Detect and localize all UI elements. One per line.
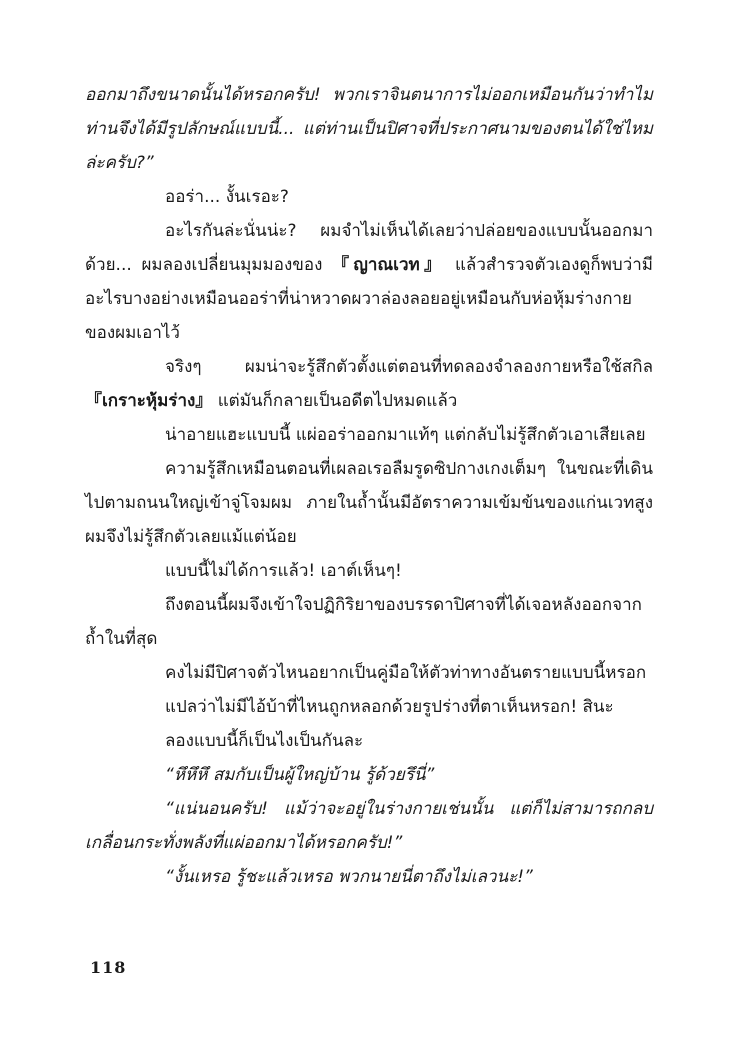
paragraph: ออร่า... งั้นเรอะ? <box>165 187 289 207</box>
page-number: 118 <box>90 958 127 977</box>
skill-name: 『ญาณเวท』 <box>332 255 446 275</box>
dialogue-line: “หึหึหึ สมกับเป็นผู้ใหญ่บ้าน รู้ด้วยรึนี่” <box>165 765 435 785</box>
dialogue-line: “แน่นอนครับ! แม้ว่าจะอยู่ในร่างกายเช่นนั้น แต่ก็ไม่สามารถกลบเกลื่อนกระทั่งพลังที่แผ่ออกมาได้หรอกครับ!” <box>85 799 653 853</box>
paragraph <box>85 214 653 350</box>
paragraph: ถึงตอนนี้ผมจึงเข้าใจปฏิกิริยาของบรรดาปิศาจที่ได้เจอหลังออกจากถ้ำในที่สุด <box>85 595 642 649</box>
paragraph: น่าอายแฮะแบบนี้ แผ่ออร่าออกมาแท้ๆ แต่กลับไม่รู้สึกตัวเอาเสียเลย <box>165 425 646 445</box>
skill-name: 『เกราะหุ้มร่าง』 <box>85 391 213 411</box>
paragraph-text: จริงๆ ผมน่าจะรู้สึกตัวตั้งแต่ตอนที่ทดลองจำลองกายหรือใช้สกิล <box>165 357 653 377</box>
paragraph-text: แต่มันก็กลายเป็นอดีตไปหมดแล้ว <box>212 391 458 411</box>
page-body <box>85 78 653 894</box>
paragraph: คงไม่มีปิศาจตัวไหนอยากเป็นคู่มือให้ตัวท่าทางอันตรายแบบนี้หรอก <box>165 663 647 683</box>
paragraph-text: อะไรกันล่ะนั่นน่ะ? ผมจำไม่เห็นได้เลยว่าปล่อยของแบบนั้นออกมาด้วย... ผมลองเปลี่ยนมุมมองของ <box>85 221 653 275</box>
paragraph: ลองแบบนี้ก็เป็นไงเป็นกันละ <box>165 731 364 751</box>
paragraph: ความรู้สึกเหมือนตอนที่เผลอเรอลืมรูดซิปกางเกงเต็มๆ ในขณะที่เดินไปตามถนนใหญ่เข้าจู่โจมผม ภายในถ้ำนั้นมีอัตราความเข้มข้นของแก่นเวทสูง ผมจึงไม่รู้สึกตัวเลยแม้แต่น้อย <box>85 459 653 547</box>
paragraph: แปลว่าไม่มีไอ้บ้าที่ไหนถูกหลอกด้วยรูปร่างที่ตาเห็นหรอก! สินะ <box>165 697 614 717</box>
paragraph: แบบนี้ไม่ได้การแล้ว! เอาต์เห็นๆ! <box>165 561 402 581</box>
paragraph <box>85 350 653 418</box>
paragraph-continued-dialogue: ออกมาถึงขนาดนั้นได้หรอกครับ! พวกเราจินตนาการไม่ออกเหมือนกันว่าทำไมท่านจึงได้มีรูปลักษณ์แบบนี้... แต่ท่านเป็นปิศาจที่ประกาศนามของตนได้ใช่ไหมล่ะครับ?” <box>85 85 653 173</box>
dialogue-line: “งั้นเหรอ รู้ชะแล้วเหรอ พวกนายนี่ตาถึงไม่เลวนะ!” <box>165 867 533 887</box>
paragraph-text: แล้วสำรวจตัวเองดูก็พบว่ามีอะไรบางอย่างเหมือนออร่าที่น่าหวาดผวาล่องลอยอยู่เหมือนกับห่อหุ้มร่างกายของผมเอาไว้ <box>85 255 653 343</box>
